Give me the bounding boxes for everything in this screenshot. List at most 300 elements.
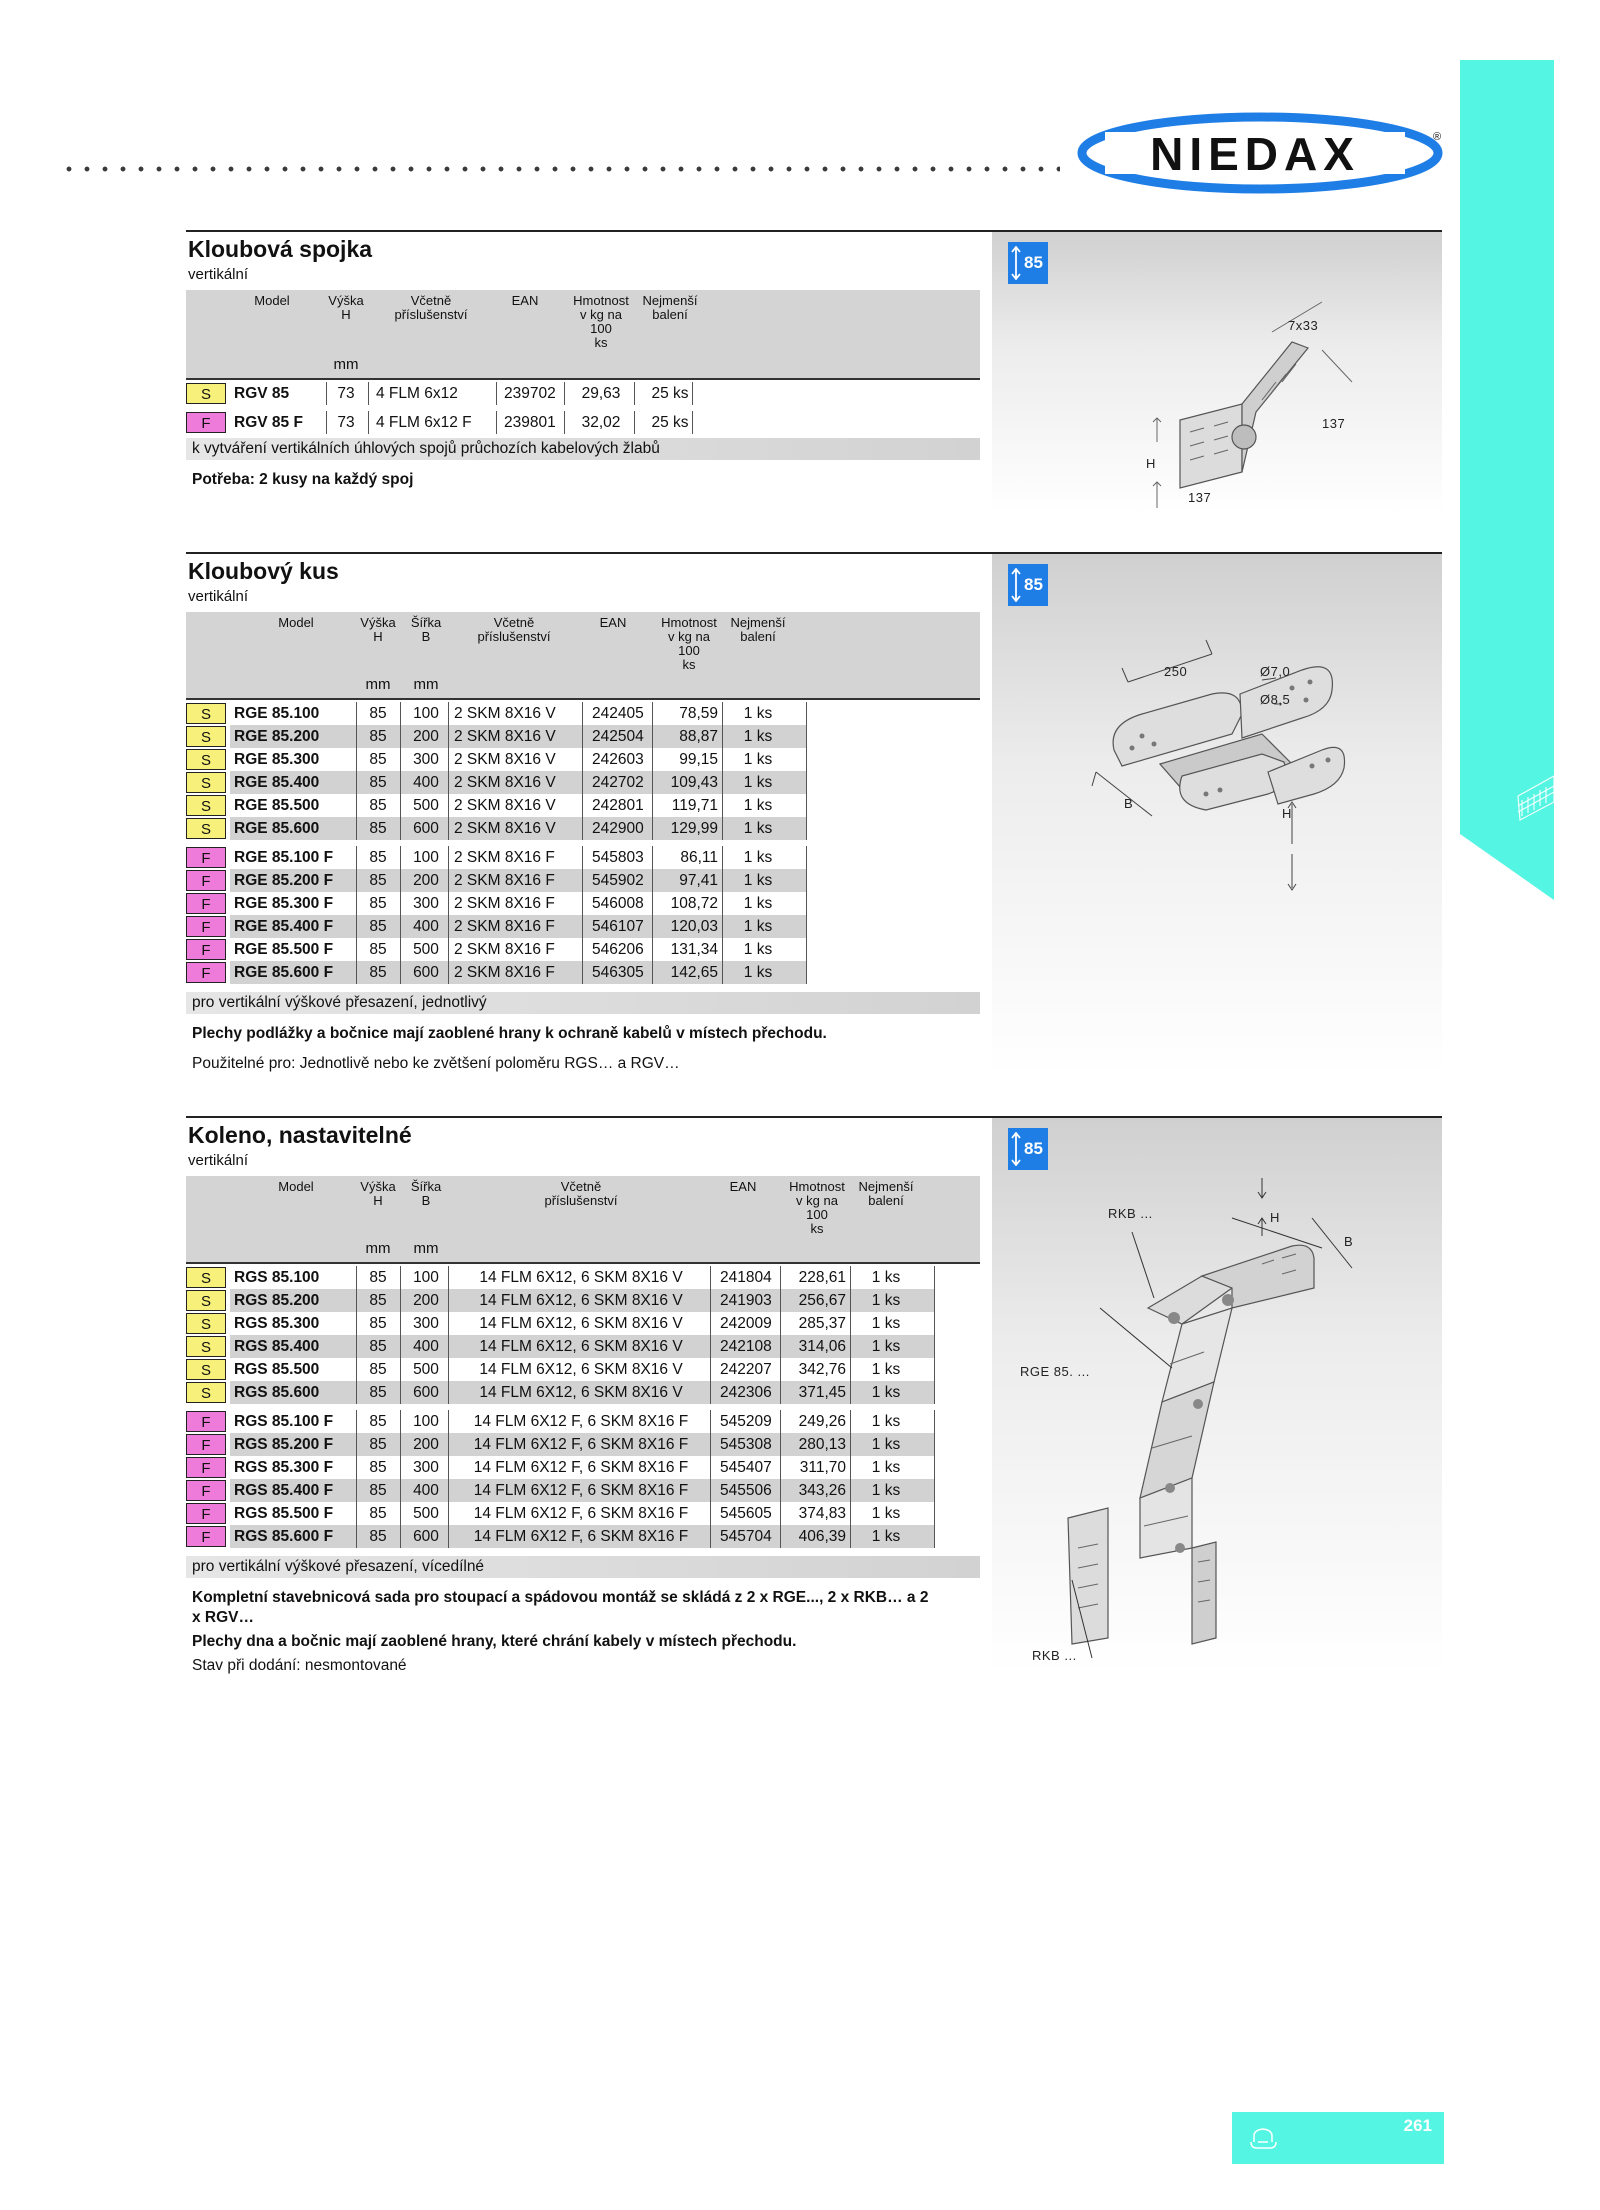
column-separator (368, 382, 369, 405)
column-separator (356, 915, 357, 938)
cell-b: 600 (413, 1384, 439, 1401)
cell-acc: 2 SKM 8X16 F (454, 964, 555, 981)
cell-ean: 546206 (592, 941, 644, 958)
cell-model: RGE 85.600 (234, 820, 320, 837)
cell-ean: 242405 (592, 705, 644, 722)
paragraph: Stav při dodání: nesmontované (192, 1657, 407, 1674)
cell-weight: 88,87 (679, 728, 718, 745)
column-separator (652, 869, 653, 892)
cell-pack: 1 ks (871, 1413, 901, 1430)
column-separator (850, 1381, 851, 1404)
column-separator (400, 702, 401, 725)
cell-pack: 25 ks (651, 414, 689, 431)
column-separator (780, 1525, 781, 1548)
column-separator (448, 846, 449, 869)
cell-pack: 1 ks (871, 1269, 901, 1286)
column-separator (356, 725, 357, 748)
table-row (186, 382, 692, 405)
note-text: pro vertikální výškové přesazení, jednotlivý (192, 994, 487, 1011)
cell-acc: 14 FLM 6X12 F, 6 SKM 8X16 F (473, 1528, 689, 1545)
column-separator (400, 1502, 401, 1525)
column-separator (652, 702, 653, 725)
cell-pack: 1 ks (871, 1361, 901, 1378)
column-separator (850, 1410, 851, 1433)
column-separator (780, 1312, 781, 1335)
header-unit-b: mm (413, 1240, 439, 1257)
column-separator (496, 411, 497, 434)
cell-ean: 242801 (592, 797, 644, 814)
cell-model: RGS 85.400 F (234, 1482, 334, 1499)
cell-model: RGE 85.300 (234, 751, 320, 768)
cell-weight: 129,99 (670, 820, 718, 837)
cell-b: 500 (413, 1505, 439, 1522)
cell-model: RGE 85.400 F (234, 918, 334, 935)
cell-h: 85 (369, 820, 387, 837)
side-tab-decoration (1460, 60, 1600, 900)
hinge-piece-drawing (992, 554, 1442, 1074)
cell-h: 85 (369, 1459, 387, 1476)
cell-model: RGE 85.600 F (234, 964, 334, 981)
column-separator (850, 1312, 851, 1335)
cell-b: 100 (413, 849, 439, 866)
galvanized-badge: F (186, 1411, 226, 1432)
cell-h: 85 (369, 1528, 387, 1545)
column-separator (356, 702, 357, 725)
cell-h: 85 (369, 728, 387, 745)
column-separator (722, 846, 723, 869)
table-row (186, 702, 806, 725)
column-separator (780, 1335, 781, 1358)
column-separator (806, 915, 807, 938)
column-separator (356, 961, 357, 984)
header-hmotnost: Hmotnost v kg na 100 ks (661, 615, 717, 672)
header-unit-h: mm (333, 356, 359, 373)
cell-h: 85 (369, 1436, 387, 1453)
cell-acc: 2 SKM 8X16 F (454, 872, 555, 889)
column-separator (582, 794, 583, 817)
section-subtitle: vertikální (188, 266, 249, 283)
paragraph: Kompletní stavebnicová sada pro stoupací a spádovou montáž se skládá z 2 x RGE..., 2 x RKB… a 2 x RGV… (192, 1589, 929, 1626)
table-row (186, 1410, 934, 1433)
cell-b: 100 (413, 1413, 439, 1430)
cell-ean: 241804 (720, 1269, 772, 1286)
cell-ean: 242900 (592, 820, 644, 837)
column-separator (934, 1335, 935, 1358)
standard-badge: S (186, 383, 226, 404)
header-baleni: Nejmenší balení (858, 1179, 914, 1208)
table-row (186, 1266, 934, 1289)
cell-h: 85 (369, 1482, 387, 1499)
column-separator (448, 938, 449, 961)
column-separator (806, 869, 807, 892)
column-separator (400, 1289, 401, 1312)
galvanized-badge: F (186, 412, 226, 433)
cell-acc: 2 SKM 8X16 F (454, 941, 555, 958)
paragraph: Použitelné pro: Jednotlivě nebo ke zvětšení poloměru RGS… a RGV… (192, 1055, 680, 1072)
column-separator (400, 961, 401, 984)
header-unit-b: mm (413, 676, 439, 693)
column-separator (780, 1266, 781, 1289)
column-separator (934, 1358, 935, 1381)
column-separator (448, 771, 449, 794)
table-row (186, 1312, 934, 1335)
cell-pack: 1 ks (743, 751, 773, 768)
header-vyska: Výška H (328, 293, 364, 322)
cell-pack: 1 ks (871, 1436, 901, 1453)
cell-pack: 1 ks (871, 1292, 901, 1309)
cell-ean: 545308 (720, 1436, 772, 1453)
cell-acc: 14 FLM 6X12 F, 6 SKM 8X16 F (473, 1413, 689, 1430)
table-row (186, 411, 692, 434)
column-separator (850, 1433, 851, 1456)
cell-b: 600 (413, 964, 439, 981)
dim-label-h: H (1282, 806, 1292, 821)
cell-h: 85 (369, 705, 387, 722)
column-separator (400, 1312, 401, 1335)
cell-h: 85 (369, 964, 387, 981)
cell-pack: 1 ks (871, 1482, 901, 1499)
column-separator (652, 961, 653, 984)
cell-h: 85 (369, 1384, 387, 1401)
cell-pack: 1 ks (743, 895, 773, 912)
column-separator (850, 1456, 851, 1479)
cell-pack: 1 ks (871, 1459, 901, 1476)
column-separator (710, 1381, 711, 1404)
column-separator (582, 961, 583, 984)
cell-b: 400 (413, 1338, 439, 1355)
column-separator (710, 1456, 711, 1479)
galvanized-badge: F (186, 1503, 226, 1524)
header-underline (186, 1262, 980, 1264)
column-separator (780, 1456, 781, 1479)
column-separator (400, 1479, 401, 1502)
height-tag-value: 85 (1024, 575, 1043, 594)
table-header (186, 1176, 980, 1262)
cell-weight: 406,39 (798, 1528, 846, 1545)
section-subtitle: vertikální (188, 588, 249, 605)
table-row (186, 869, 806, 892)
column-separator (582, 702, 583, 725)
cell-model: RGS 85.500 (234, 1361, 320, 1378)
column-separator (850, 1479, 851, 1502)
table-row (186, 846, 806, 869)
cell-acc: 2 SKM 8X16 V (454, 705, 556, 722)
column-separator (400, 771, 401, 794)
table-row (186, 1289, 934, 1312)
column-separator (400, 1410, 401, 1433)
cell-ean: 241903 (720, 1292, 772, 1309)
cell-b: 200 (413, 872, 439, 889)
standard-badge: S (186, 1359, 226, 1380)
column-separator (710, 1525, 711, 1548)
column-separator (652, 915, 653, 938)
table-row (186, 748, 806, 771)
cell-ean: 546107 (592, 918, 644, 935)
column-separator (448, 915, 449, 938)
cell-model: RGS 85.600 F (234, 1528, 334, 1545)
column-separator (448, 1479, 449, 1502)
column-separator (448, 1381, 449, 1404)
column-separator (400, 892, 401, 915)
column-separator (356, 1312, 357, 1335)
cell-pack: 1 ks (743, 918, 773, 935)
standard-badge: S (186, 1382, 226, 1403)
cell-model: RGE 85.400 (234, 774, 320, 791)
table-row (186, 1456, 934, 1479)
cell-acc: 2 SKM 8X16 V (454, 751, 556, 768)
column-separator (722, 794, 723, 817)
column-separator (448, 702, 449, 725)
product-diagram (992, 1118, 1442, 1674)
column-separator (448, 1502, 449, 1525)
column-separator (400, 817, 401, 840)
column-separator (806, 817, 807, 840)
column-separator (652, 938, 653, 961)
column-separator (448, 1456, 449, 1479)
header-prislusenstvi: Včetně příslušenství (544, 1179, 618, 1208)
dim-label-rkb-bottom: RKB ... (1032, 1648, 1077, 1663)
dim-label-slots: 7x33 (1288, 318, 1319, 333)
cell-acc: 14 FLM 6X12, 6 SKM 8X16 V (479, 1315, 683, 1332)
column-separator (564, 382, 565, 405)
cell-weight: 311,70 (799, 1459, 846, 1476)
adjustable-bend-drawing (992, 1118, 1442, 1674)
standard-badge: S (186, 818, 226, 839)
table-row (186, 938, 806, 961)
column-separator (722, 748, 723, 771)
cell-h: 85 (369, 1505, 387, 1522)
table-row (186, 892, 806, 915)
column-separator (356, 1410, 357, 1433)
cell-weight: 280,13 (798, 1436, 846, 1453)
cell-ean: 242009 (720, 1315, 772, 1332)
cell-pack: 1 ks (871, 1315, 901, 1332)
cell-b: 400 (413, 774, 439, 791)
cell-b: 100 (413, 1269, 439, 1286)
header-sirka: Šířka B (410, 615, 442, 644)
cell-h: 85 (369, 1292, 387, 1309)
cell-pack: 1 ks (871, 1528, 901, 1545)
galvanized-badge: F (186, 870, 226, 891)
cell-h: 85 (369, 774, 387, 791)
column-separator (850, 1335, 851, 1358)
column-separator (356, 771, 357, 794)
header-prislusenstvi: Včetně příslušenství (477, 615, 551, 644)
section-subtitle: vertikální (188, 1152, 249, 1169)
column-separator (710, 1502, 711, 1525)
column-separator (356, 846, 357, 869)
column-separator (722, 817, 723, 840)
cell-weight: 32,02 (581, 414, 621, 431)
column-separator (448, 748, 449, 771)
column-separator (496, 382, 497, 405)
cell-pack: 1 ks (743, 705, 773, 722)
page-number: 261 (1403, 2116, 1432, 2135)
cell-ean: 242504 (592, 728, 644, 745)
cell-b: 300 (413, 751, 439, 768)
column-separator (710, 1335, 711, 1358)
cell-weight: 371,45 (798, 1384, 846, 1401)
standard-badge: S (186, 772, 226, 793)
cell-model: RGS 85.200 (234, 1292, 320, 1309)
column-separator (582, 817, 583, 840)
header-model: Model (278, 1179, 314, 1194)
column-separator (934, 1289, 935, 1312)
cell-weight: 97,41 (679, 872, 718, 889)
column-separator (806, 961, 807, 984)
column-separator (710, 1479, 711, 1502)
table-row (186, 1358, 934, 1381)
column-separator (400, 938, 401, 961)
header-hmotnost: Hmotnost v kg na 100 ks (789, 1179, 845, 1236)
column-separator (448, 1289, 449, 1312)
cell-acc: 14 FLM 6X12, 6 SKM 8X16 V (479, 1338, 683, 1355)
cell-acc: 2 SKM 8X16 V (454, 820, 556, 837)
column-separator (356, 817, 357, 840)
cell-b: 600 (413, 820, 439, 837)
standard-badge: S (186, 726, 226, 747)
cell-acc: 2 SKM 8X16 F (454, 895, 555, 912)
column-separator (356, 938, 357, 961)
column-separator (400, 846, 401, 869)
column-separator (400, 915, 401, 938)
cell-b: 300 (413, 1459, 439, 1476)
cell-model: RGS 85.300 (234, 1315, 320, 1332)
header-ean: EAN (729, 1179, 757, 1194)
cell-acc: 2 SKM 8X16 F (454, 918, 555, 935)
column-separator (448, 1335, 449, 1358)
column-separator (356, 1502, 357, 1525)
product-diagram (992, 554, 1442, 1074)
cell-ean: 545704 (720, 1528, 772, 1545)
column-separator (564, 411, 565, 434)
cell-ean: 242306 (720, 1384, 772, 1401)
cell-ean: 545506 (720, 1482, 772, 1499)
table-header (186, 290, 980, 378)
column-separator (806, 846, 807, 869)
cell-acc: 14 FLM 6X12 F, 6 SKM 8X16 F (473, 1459, 689, 1476)
niedax-logo (1075, 110, 1445, 196)
cell-ean: 239801 (504, 414, 556, 431)
cell-weight: 120,03 (670, 918, 718, 935)
cell-weight: 256,67 (798, 1292, 846, 1309)
dim-label-137-bottom: 137 (1188, 490, 1212, 505)
header-vyska: Výška H (360, 1179, 396, 1208)
galvanized-badge: F (186, 1457, 226, 1478)
column-separator (722, 702, 723, 725)
brand-name: NIEDAX (1150, 128, 1360, 180)
column-separator (400, 1381, 401, 1404)
column-separator (652, 748, 653, 771)
standard-badge: S (186, 1267, 226, 1288)
section-koleno-nastavitelne (186, 1116, 1442, 1676)
column-separator (710, 1312, 711, 1335)
column-separator (710, 1266, 711, 1289)
table-row (186, 817, 806, 840)
galvanized-badge: F (186, 916, 226, 937)
cell-h: 85 (369, 1315, 387, 1332)
cell-pack: 1 ks (743, 797, 773, 814)
table-row (186, 1479, 934, 1502)
cell-pack: 1 ks (743, 872, 773, 889)
cell-b: 200 (413, 1436, 439, 1453)
column-separator (710, 1433, 711, 1456)
cell-weight: 109,43 (670, 774, 718, 791)
cell-h: 73 (337, 385, 355, 402)
column-separator (634, 411, 635, 434)
column-separator (356, 869, 357, 892)
column-separator (326, 382, 327, 405)
cell-model: RGS 85.100 F (234, 1413, 334, 1430)
cell-weight: 343,26 (798, 1482, 846, 1499)
cell-model: RGE 85.200 (234, 728, 320, 745)
cell-b: 400 (413, 918, 439, 935)
cell-acc: 14 FLM 6X12, 6 SKM 8X16 V (479, 1361, 683, 1378)
cell-acc: 14 FLM 6X12, 6 SKM 8X16 V (479, 1269, 683, 1286)
cell-pack: 25 ks (651, 385, 689, 402)
galvanized-badge: F (186, 939, 226, 960)
column-separator (934, 1502, 935, 1525)
column-separator (806, 725, 807, 748)
table-row (186, 1335, 934, 1358)
header-sirka: Šířka B (410, 1179, 442, 1208)
cell-weight: 374,83 (798, 1505, 846, 1522)
cell-model: RGS 85.200 F (234, 1436, 334, 1453)
paragraph: Potřeba: 2 kusy na každý spoj (192, 471, 414, 488)
cell-ean: 242702 (592, 774, 644, 791)
cell-h: 85 (369, 918, 387, 935)
cell-model: RGV 85 F (234, 414, 303, 431)
column-separator (356, 1456, 357, 1479)
column-separator (448, 817, 449, 840)
column-separator (806, 938, 807, 961)
column-separator (368, 411, 369, 434)
cell-ean: 546305 (592, 964, 644, 981)
cell-acc: 2 SKM 8X16 V (454, 728, 556, 745)
header-ean: EAN (511, 293, 539, 308)
standard-badge: S (186, 795, 226, 816)
column-separator (722, 892, 723, 915)
cell-weight: 131,34 (670, 941, 718, 958)
standard-badge: S (186, 1336, 226, 1357)
cell-weight: 29,63 (581, 385, 621, 402)
height-tag-value: 85 (1024, 253, 1043, 272)
column-separator (780, 1502, 781, 1525)
column-separator (448, 869, 449, 892)
cell-model: RGE 85.100 F (234, 849, 334, 866)
cell-model: RGS 85.400 (234, 1338, 320, 1355)
column-separator (722, 938, 723, 961)
dim-label-h: H (1270, 1210, 1280, 1225)
cell-acc: 14 FLM 6X12, 6 SKM 8X16 V (479, 1292, 683, 1309)
cell-weight: 142,65 (670, 964, 718, 981)
cell-acc: 4 FLM 6x12 F (376, 414, 472, 431)
column-separator (448, 1410, 449, 1433)
cell-ean: 545209 (720, 1413, 772, 1430)
cell-b: 400 (413, 1482, 439, 1499)
cell-h: 85 (369, 1413, 387, 1430)
cell-model: RGS 85.100 (234, 1269, 320, 1286)
cell-weight: 108,72 (670, 895, 718, 912)
cell-h: 85 (369, 941, 387, 958)
column-separator (934, 1381, 935, 1404)
header-ean: EAN (599, 615, 627, 630)
column-separator (780, 1289, 781, 1312)
header-unit-h: mm (365, 1240, 391, 1257)
cell-b: 100 (413, 705, 439, 722)
cell-weight: 99,15 (679, 751, 718, 768)
column-separator (448, 892, 449, 915)
